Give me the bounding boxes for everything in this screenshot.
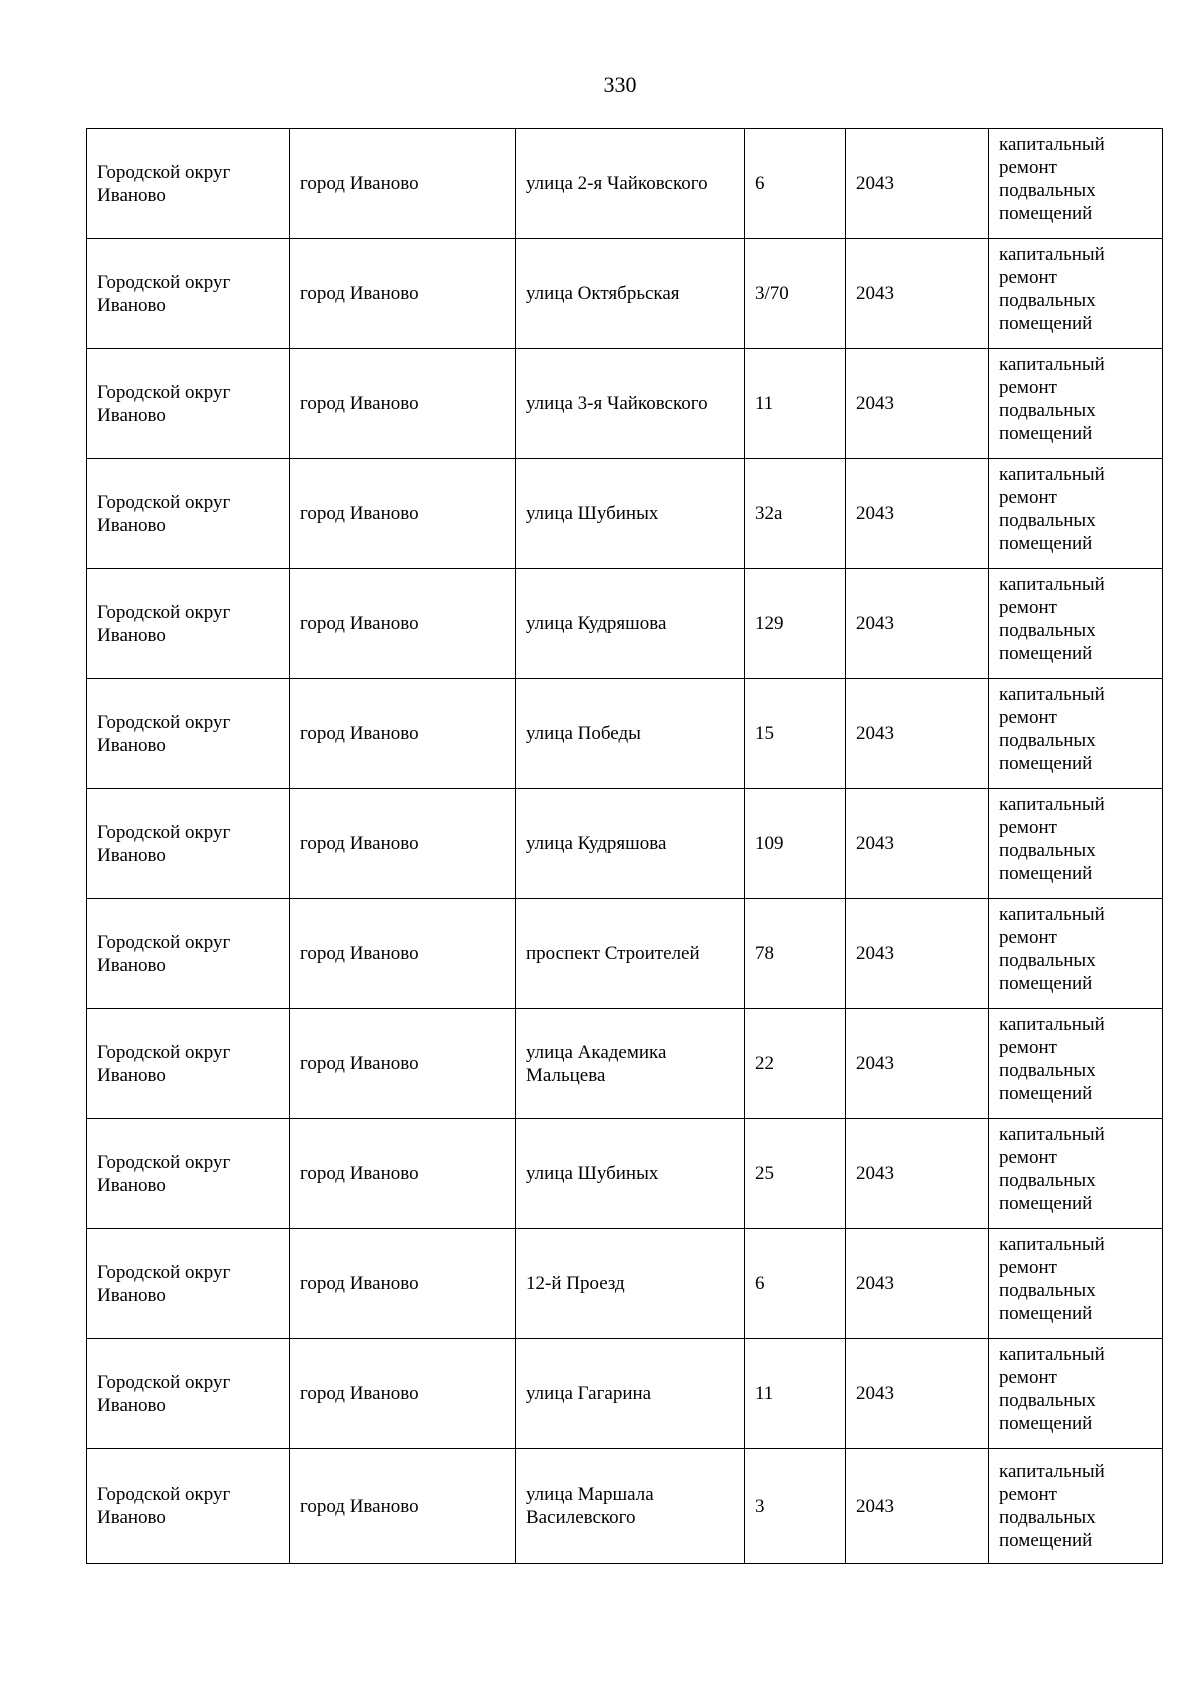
district-cell: Городской округ Иваново (87, 899, 290, 1009)
work-type-cell: капитальный ремонт подвальных помещений (989, 239, 1163, 349)
street-cell: улица Октябрьская (516, 239, 745, 349)
locality-cell: город Иваново (290, 569, 516, 679)
street-cell: улица Гагарина (516, 1339, 745, 1449)
year-cell: 2043 (846, 899, 989, 1009)
work-type-cell: капитальный ремонт подвальных помещений (989, 129, 1163, 239)
year-cell: 2043 (846, 459, 989, 569)
house-number-cell: 3/70 (745, 239, 846, 349)
street-cell: улица Победы (516, 679, 745, 789)
district-cell: Городской округ Иваново (87, 1119, 290, 1229)
year-cell: 2043 (846, 679, 989, 789)
street-cell: улица Академика Мальцева (516, 1009, 745, 1119)
district-cell: Городской округ Иваново (87, 1229, 290, 1339)
locality-cell: город Иваново (290, 129, 516, 239)
locality-cell: город Иваново (290, 679, 516, 789)
locality-cell: город Иваново (290, 349, 516, 459)
work-type-cell: капитальный ремонт подвальных помещений (989, 1449, 1163, 1564)
street-cell: улица Шубиных (516, 1119, 745, 1229)
table-row (87, 239, 1163, 349)
street-cell: улица Маршала Василевского (516, 1449, 745, 1564)
locality-cell: город Иваново (290, 899, 516, 1009)
district-cell: Городской округ Иваново (87, 569, 290, 679)
street-cell: проспект Строителей (516, 899, 745, 1009)
district-cell: Городской округ Иваново (87, 239, 290, 349)
year-cell: 2043 (846, 129, 989, 239)
locality-cell: город Иваново (290, 1009, 516, 1119)
work-type-cell: капитальный ремонт подвальных помещений (989, 1119, 1163, 1229)
year-cell: 2043 (846, 569, 989, 679)
table-row (87, 569, 1163, 679)
district-cell: Городской округ Иваново (87, 679, 290, 789)
house-number-cell: 25 (745, 1119, 846, 1229)
table-row (87, 789, 1163, 899)
street-cell: улица Кудряшова (516, 789, 745, 899)
year-cell: 2043 (846, 1009, 989, 1119)
year-cell: 2043 (846, 1229, 989, 1339)
house-number-cell: 129 (745, 569, 846, 679)
district-cell: Городской округ Иваново (87, 129, 290, 239)
locality-cell: город Иваново (290, 1229, 516, 1339)
table-row (87, 1229, 1163, 1339)
table-row (87, 459, 1163, 569)
work-type-cell: капитальный ремонт подвальных помещений (989, 789, 1163, 899)
work-type-cell: капитальный ремонт подвальных помещений (989, 679, 1163, 789)
district-cell: Городской округ Иваново (87, 789, 290, 899)
street-cell: 12-й Проезд (516, 1229, 745, 1339)
table-row (87, 1449, 1163, 1564)
work-type-cell: капитальный ремонт подвальных помещений (989, 569, 1163, 679)
year-cell: 2043 (846, 349, 989, 459)
year-cell: 2043 (846, 789, 989, 899)
work-type-cell: капитальный ремонт подвальных помещений (989, 459, 1163, 569)
year-cell: 2043 (846, 1449, 989, 1564)
house-number-cell: 109 (745, 789, 846, 899)
table-row (87, 349, 1163, 459)
register-table (86, 128, 1163, 1564)
table-row (87, 1119, 1163, 1229)
year-cell: 2043 (846, 1119, 989, 1229)
district-cell: Городской округ Иваново (87, 1339, 290, 1449)
house-number-cell: 11 (745, 1339, 846, 1449)
house-number-cell: 22 (745, 1009, 846, 1119)
work-type-cell: капитальный ремонт подвальных помещений (989, 899, 1163, 1009)
house-number-cell: 15 (745, 679, 846, 789)
page-number: 330 (603, 72, 637, 97)
street-cell: улица Шубиных (516, 459, 745, 569)
house-number-cell: 6 (745, 1229, 846, 1339)
district-cell: Городской округ Иваново (87, 1449, 290, 1564)
table-row (87, 1009, 1163, 1119)
work-type-cell: капитальный ремонт подвальных помещений (989, 1229, 1163, 1339)
house-number-cell: 32а (745, 459, 846, 569)
table-row (87, 899, 1163, 1009)
house-number-cell: 78 (745, 899, 846, 1009)
locality-cell: город Иваново (290, 789, 516, 899)
table-row (87, 129, 1163, 239)
locality-cell: город Иваново (290, 239, 516, 349)
house-number-cell: 11 (745, 349, 846, 459)
work-type-cell: капитальный ремонт подвальных помещений (989, 1009, 1163, 1119)
district-cell: Городской округ Иваново (87, 349, 290, 459)
register-table-body (87, 129, 1163, 1564)
table-row (87, 1339, 1163, 1449)
year-cell: 2043 (846, 1339, 989, 1449)
house-number-cell: 3 (745, 1449, 846, 1564)
work-type-cell: капитальный ремонт подвальных помещений (989, 1339, 1163, 1449)
locality-cell: город Иваново (290, 1339, 516, 1449)
district-cell: Городской округ Иваново (87, 459, 290, 569)
locality-cell: город Иваново (290, 459, 516, 569)
locality-cell: город Иваново (290, 1449, 516, 1564)
house-number-cell: 6 (745, 129, 846, 239)
work-type-cell: капитальный ремонт подвальных помещений (989, 349, 1163, 459)
street-cell: улица 2-я Чайковского (516, 129, 745, 239)
locality-cell: город Иваново (290, 1119, 516, 1229)
street-cell: улица Кудряшова (516, 569, 745, 679)
table-row (87, 679, 1163, 789)
year-cell: 2043 (846, 239, 989, 349)
street-cell: улица 3-я Чайковского (516, 349, 745, 459)
district-cell: Городской округ Иваново (87, 1009, 290, 1119)
